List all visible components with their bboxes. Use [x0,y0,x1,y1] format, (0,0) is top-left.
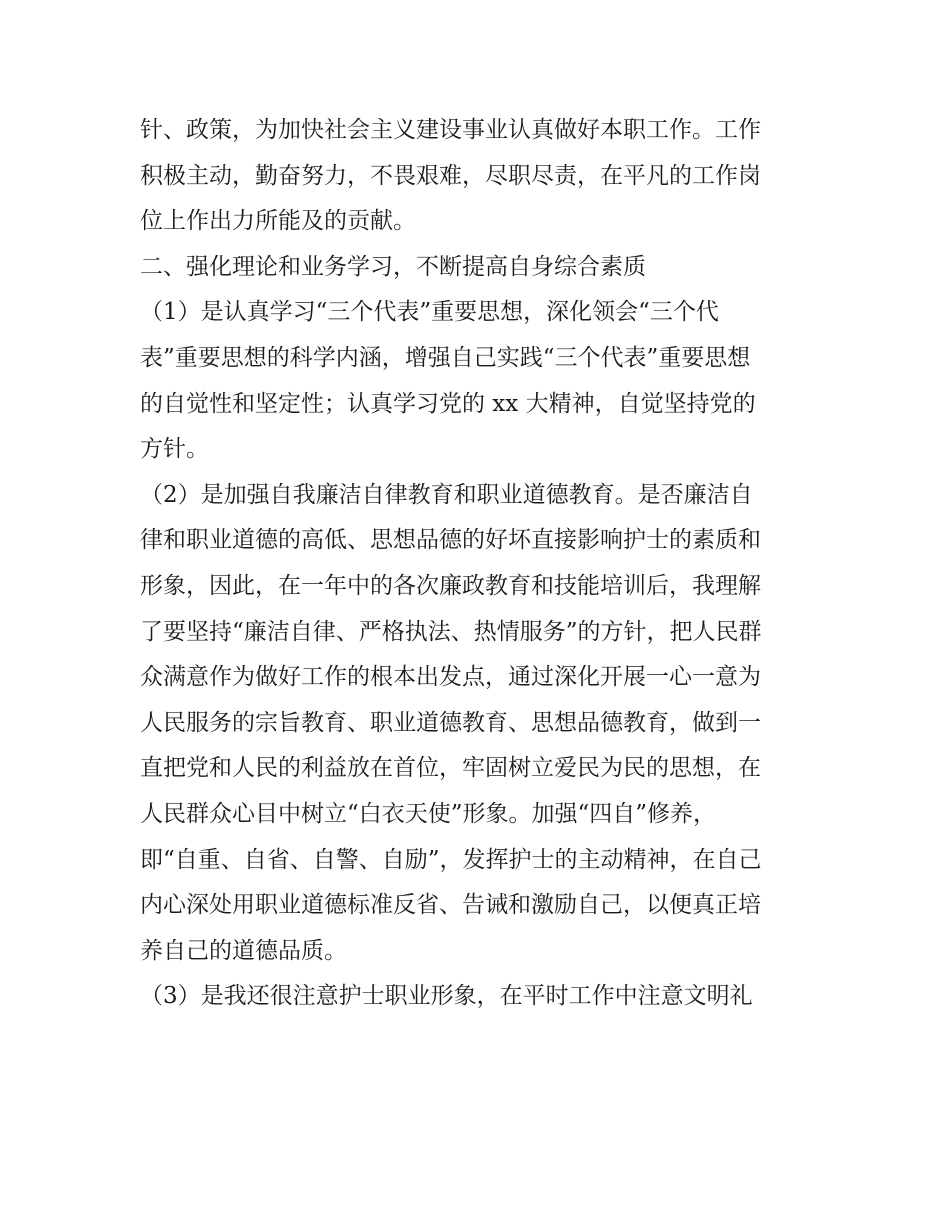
text-line: 律和职业道德的高低、思想品德的好坏直接影响护士的素质和 [140,527,761,554]
text-line: （3）是我还很注意护士职业形象，在平时工作中注意文明礼 [140,983,753,1010]
text-line: 了要坚持“廉洁自律、严格执法、热情服务”的方针，把人民群 [140,618,762,645]
text-line: 针、政策，为加快社会主义建设事业认真做好本职工作。工作 [140,117,761,143]
text-line: 位上作出力所能及的贡献。 [140,208,416,235]
text-line: 众满意作为做好工作的根本出发点，通过深化开展一心一意为 [140,664,761,691]
text-line: 养自己的道德品质。 [140,937,347,964]
text-line: 即“自重、自省、自警、自励”，发挥护士的主动精神，在自己 [140,846,762,873]
text-line: 人民服务的宗旨教育、职业道德教育、思想品德教育，做到一 [140,709,761,736]
text-line: 表”重要思想的科学内涵，增强自己实践“三个代表”重要思想 [140,344,751,371]
text-line: 积极主动，勤奋努力，不畏艰难，尽职尽责，在平凡的工作岗 [140,162,761,189]
text-line: 形象，因此，在一年中的各次廉政教育和技能培训后，我理解 [140,572,761,599]
text-line: 方针。 [140,436,209,463]
text-line: 内心深处用职业道德标准反省、告诫和激励自己，以便真正培 [140,892,761,919]
text-line: （2）是加强自我廉洁自律教育和职业道德教育。是否廉洁自 [140,481,753,508]
text-line: 的自觉性和坚定性；认真学习党的 xx 大精神，自觉坚持党的 [140,390,756,417]
text-line: 直把党和人民的利益放在首位，牢固树立爱民为民的思想，在 [140,755,761,782]
section-heading: 二、强化理论和业务学习，不断提高自身综合素质 [140,253,646,280]
text-line: 人民群众心目中树立“白衣天使”形象。加强“四自”修养， [140,800,717,827]
document-body [140,108,820,1020]
text-line: （1）是认真学习“三个代表”重要思想，深化领会“三个代 [140,299,719,326]
